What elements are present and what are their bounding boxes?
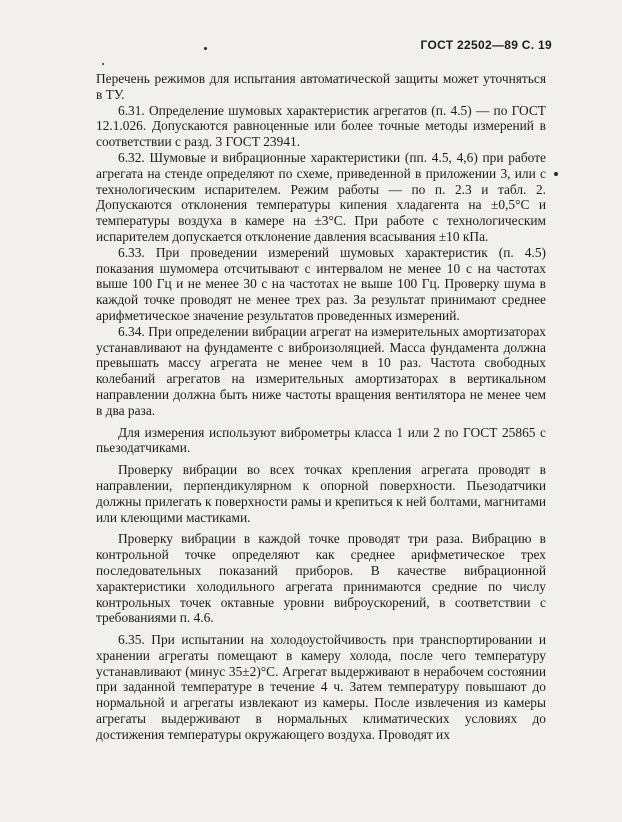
- paragraph-vibrometers: Для измерения используют виброметры класса 1 или 2 по ГОСТ 25865 с пьезодатчиками.: [96, 424, 546, 456]
- scan-speck: [554, 172, 558, 176]
- scan-speck: [102, 63, 104, 65]
- paragraph-6-35: 6.35. При испытании на холодоустойчивость при транспортировании и хранении агрегаты помещают в камеру холода, после чего температуру устанавливают (минус 35±2)°С. Агрегат выдерживают в нерабочем состоянии при заданной температуре в течение 4 ч. Затем температуру повышают до нормальной и агрегаты извлекают из камеры. После извлечения из камеры агрегаты выдерживают в нормальных климатических условиях до достижения температуры окружающего воздуха. Проводят их: [96, 632, 546, 742]
- paragraph-6-31: 6.31. Определение шумовых характеристик агрегатов (п. 4.5) — по ГОСТ 12.1.026. Допускаются равноценные или более точные методы измерений в соответствии с разд. 3 ГОСТ 23941.: [96, 102, 546, 150]
- paragraph-vibration-repeat: Проверку вибрации в каждой точке проводят три раза. Вибрацию в контрольной точке определяют как среднее арифметическое трех последовательных показаний приборов. В качестве вибрационной характеристики холодильного агрегата принимаются средние по числу контрольных точек октавные уровни виброускорений, в соответствии с требованиями п. 4.6.: [96, 531, 546, 626]
- paragraph-6-33: 6.33. При проведении измерений шумовых характеристик (п. 4.5) показания шумомера отсчитывают с интервалом не менее 10 с на частотах выше 100 Гц и не менее 30 с на частотах не выше 100 Гц. Проверку шума в каждой точке проводят не менее трех раз. За результат принимают среднее арифметическое значение результатов проведенных измерений.: [96, 244, 546, 323]
- page-header: ГОСТ 22502—89 С. 19: [420, 38, 552, 52]
- paragraph-6-32: 6.32. Шумовые и вибрационные характеристики (пп. 4.5, 4,6) при работе агрегата на стенде определяют по схеме, приведенной в приложении 3, или с технологическим испарителем. Режим работы — по п. 2.3 и табл. 2. Допускаются отклонения температуры кипения хладагента на ±0,5°С и температуры воздуха в камере на ±3°С. При работе с технологическим испарителем допускается отклонение давления всасывания ±10 кПа.: [96, 149, 546, 244]
- paragraph-vibration-mounting: Проверку вибрации во всех точках крепления агрегата проводят в направлении, перпендикулярном к опорной поверхности. Пьезодатчики должны прилегать к поверхности рамы и крепиться к ней болтами, магнитами или клеющими мастиками.: [96, 462, 546, 525]
- paragraph-6-34: 6.34. При определении вибрации агрегат на измерительных амортизаторах устанавливают на фундаменте с виброизоляцией. Масса фундамента должна превышать массу агрегата не менее чем в 10 раз. Частота свободных колебаний агрегатов на измерительных амортизаторах в вертикальном направлении должна быть ниже частоты вращения вентилятора не менее чем в два раза.: [96, 323, 546, 418]
- document-body: [96, 71, 546, 743]
- scan-speck: [204, 47, 207, 50]
- paragraph-modes-list: Перечень режимов для испытания автоматической защиты может уточняться в ТУ.: [96, 71, 546, 102]
